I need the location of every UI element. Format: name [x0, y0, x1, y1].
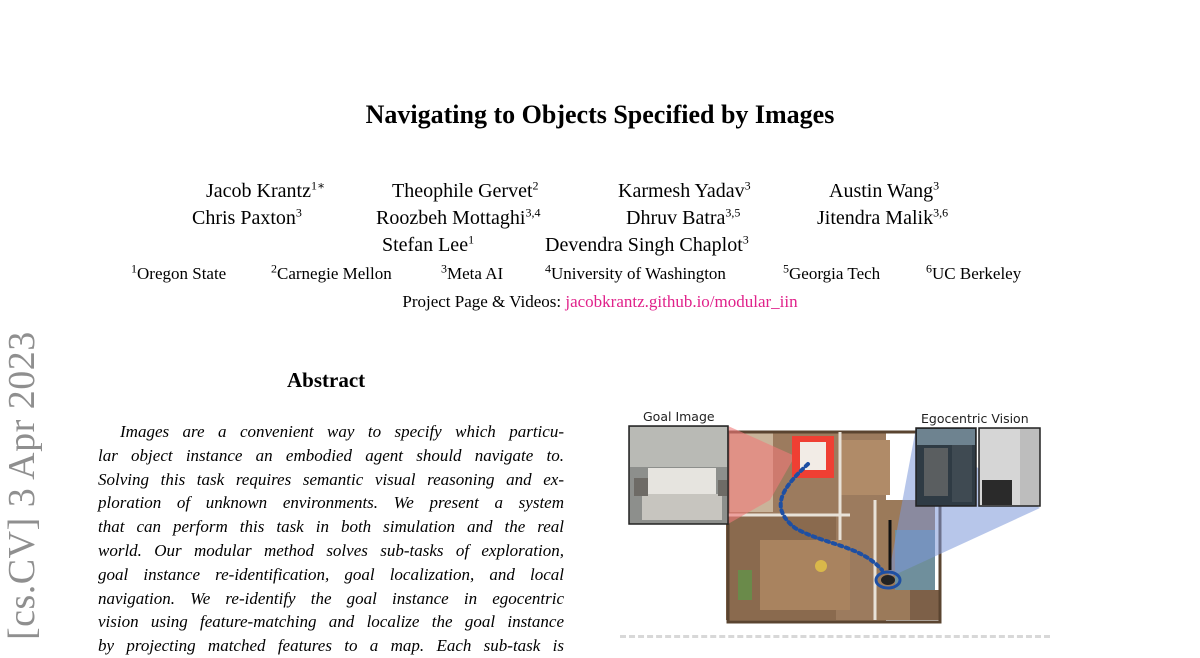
author-gervet: Theophile Gervet$^2$	[392, 178, 539, 202]
affiliation-meta: $^3$Meta AI	[441, 261, 504, 283]
goal-image-label: Goal Image	[643, 409, 715, 424]
egocentric-rgb-image	[916, 428, 976, 506]
affiliation-oregon-state: $^1$Oregon State	[131, 261, 227, 283]
abstract-heading: Abstract	[287, 368, 366, 392]
paper-title: Navigating to Objects Specified by Images	[365, 100, 835, 129]
project-page-label: Project Page & Videos:	[402, 292, 562, 311]
author-yadav: Karmesh Yadav$^3$	[618, 178, 751, 202]
author-malik: Jitendra Malik$^{3,6}$	[817, 205, 949, 229]
abstract-line: navigation. We re-identify the goal instance in egocentric	[98, 588, 564, 608]
author-batra: Dhruv Batra$^{3,5}$	[626, 205, 741, 229]
abstract-body	[98, 420, 564, 658]
project-page-link[interactable]: jacobkrantz.github.io/modular_iin	[565, 292, 798, 311]
abstract-line: ploration of unknown environments. We present a system	[98, 493, 564, 513]
abstract-line: lar object instance an embodied agent should navigate to.	[98, 445, 564, 465]
egocentric-depth-image	[979, 428, 1040, 506]
abstract-line: goal instance re-identification, goal localization, and local	[98, 564, 564, 584]
affiliation-uw: $^4$University of Washington	[545, 261, 726, 283]
abstract-line: Images are a convenient way to specify which particu-	[120, 422, 564, 441]
abstract-line: that can perform this task in both simulation and the real	[98, 517, 564, 537]
abstract-line: Solving this task requires semantic visual reasoning and ex-	[98, 469, 564, 489]
goal-image	[629, 426, 728, 524]
author-mottaghi: Roozbeh Mottaghi$^{3,4}$	[376, 205, 541, 229]
author-lee: Stefan Lee$^1$	[382, 232, 475, 256]
abstract-line: world. Our modular method solves sub-tasks of exploration,	[98, 540, 564, 560]
affiliation-cmu: $^2$Carnegie Mellon	[271, 261, 392, 283]
egocentric-vision-label: Egocentric Vision	[921, 411, 1029, 426]
author-chaplot: Devendra Singh Chaplot$^3$	[545, 232, 749, 256]
project-page-line	[0, 292, 1200, 312]
author-wang: Austin Wang$^3$	[829, 178, 940, 202]
figure-divider	[620, 635, 1050, 638]
author-paxton: Chris Paxton$^3$	[192, 205, 302, 229]
author-krantz: Jacob Krantz$^{1∗}$	[206, 178, 326, 202]
affiliation-gatech: $^5$Georgia Tech	[783, 261, 881, 283]
arxiv-stamp: [cs.CV] 3 Apr 2023	[1, 331, 43, 640]
affiliation-berkeley: $^6$UC Berkeley	[926, 261, 1022, 283]
teaser-figure	[620, 420, 1050, 630]
abstract-line: by projecting matched features to a map. Each sub-task is	[98, 636, 564, 656]
abstract-line: vision using feature-matching and localize the goal instance	[98, 612, 564, 632]
